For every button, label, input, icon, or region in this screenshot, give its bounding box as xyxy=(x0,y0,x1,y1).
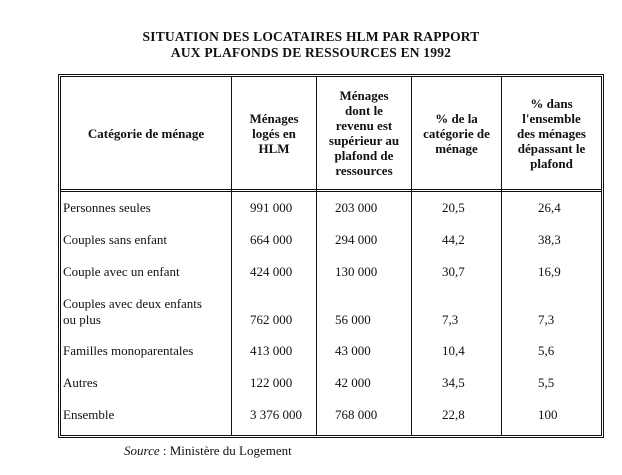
cell-above-ceiling: 768 000 xyxy=(335,407,378,422)
cell-category: Couples sans enfant xyxy=(63,232,167,247)
cell-above-ceiling: 203 000 xyxy=(335,200,378,215)
header-pct-total: % dans l'ensemble des ménages dépassant le plafond xyxy=(517,95,586,171)
source-text: : Ministère du Logement xyxy=(159,443,292,458)
cell-pct-category: 34,5 xyxy=(442,375,465,390)
cell-pct-total: 26,4 xyxy=(538,200,561,215)
cell-households: 424 000 xyxy=(250,264,293,279)
cell-pct-category: 10,4 xyxy=(442,343,465,358)
cell-above-ceiling: 130 000 xyxy=(335,264,378,279)
cell-households: 664 000 xyxy=(250,232,293,247)
cell-pct-total: 5,6 xyxy=(538,343,555,358)
cell-pct-category: 20,5 xyxy=(442,200,465,215)
cell-pct-total: 5,5 xyxy=(538,375,555,390)
cell-category: Personnes seules xyxy=(63,200,151,215)
cell-pct-category: 44,2 xyxy=(442,232,465,247)
header-households: Ménages logés en HLM xyxy=(249,110,299,156)
cell-category: Autres xyxy=(63,375,98,390)
cell-pct-category: 22,8 xyxy=(442,407,465,422)
cell-pct-category: 7,3 xyxy=(442,312,459,327)
source-note xyxy=(124,443,292,459)
cell-pct-category: 30,7 xyxy=(442,264,465,279)
table-title-line-2: AUX PLAFONDS DE RESSOURCES EN 1992 xyxy=(170,45,452,60)
cell-category: Ensemble xyxy=(63,407,115,422)
cell-households: 991 000 xyxy=(250,200,293,215)
cell-category: Familles monoparentales xyxy=(63,343,194,358)
cell-pct-total: 7,3 xyxy=(538,312,555,327)
header-above-ceiling: Ménages dont le revenu est supérieur au plafond de ressources xyxy=(328,88,400,178)
cell-category: Couples avec deux enfants ou plus xyxy=(63,296,202,327)
cell-above-ceiling: 43 000 xyxy=(335,343,371,358)
cell-households: 3 376 000 xyxy=(250,407,302,422)
cell-above-ceiling: 294 000 xyxy=(335,232,378,247)
cell-households: 122 000 xyxy=(250,375,293,390)
table-title-line-1: SITUATION DES LOCATAIRES HLM PAR RAPPORT xyxy=(142,29,480,44)
header-pct-category: % de la catégorie de ménage xyxy=(423,110,490,156)
cell-above-ceiling: 56 000 xyxy=(335,312,371,327)
cell-above-ceiling: 42 000 xyxy=(335,375,371,390)
data-table xyxy=(58,74,604,438)
cell-pct-total: 100 xyxy=(538,407,558,422)
cell-pct-total: 38,3 xyxy=(538,232,561,247)
cell-category: Couple avec un enfant xyxy=(63,264,180,279)
source-label: Source xyxy=(124,443,160,458)
cell-households: 762 000 xyxy=(250,312,293,327)
cell-households: 413 000 xyxy=(250,343,293,358)
cell-pct-total: 16,9 xyxy=(538,264,561,279)
header-category: Catégorie de ménage xyxy=(87,125,205,141)
header-divider xyxy=(61,189,601,192)
